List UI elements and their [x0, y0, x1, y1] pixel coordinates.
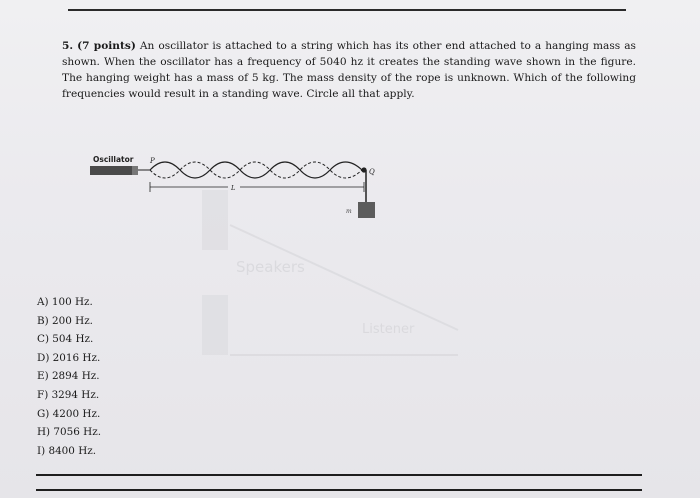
answer-choice: A) 100 Hz. — [37, 296, 93, 308]
bottom-divider — [36, 489, 642, 491]
oscillator-label: Oscillator — [93, 155, 134, 164]
oscillator-block — [90, 166, 136, 175]
top-divider — [68, 9, 626, 11]
answer-choice: I) 8400 Hz. — [37, 444, 97, 457]
answer-choice: F) 3294 Hz. — [37, 388, 100, 401]
bleed-through-speakers: Speakers — [236, 258, 305, 276]
standing-wave-figure — [88, 150, 388, 230]
answer-choice: E) 2894 Hz. — [37, 370, 100, 383]
answer-choice: B) 200 Hz. — [37, 314, 93, 327]
answer-choices — [37, 293, 101, 460]
bottom-divider — [36, 474, 642, 476]
answer-choice: H) 7056 Hz. — [37, 426, 102, 439]
m-label: m — [346, 208, 352, 215]
answer-choice: G) 4200 Hz. — [37, 407, 101, 420]
l-label: L — [231, 184, 236, 192]
answer-choice: D) 2016 Hz. — [37, 351, 101, 364]
question-text — [62, 38, 636, 102]
question-points: (7 points) — [77, 40, 136, 52]
p-label: P — [150, 157, 155, 165]
answer-choice: C) 504 Hz. — [37, 333, 94, 346]
question-number: 5. — [62, 40, 74, 52]
q-label: Q — [369, 168, 375, 176]
wave-solid — [150, 162, 362, 178]
question-body: An oscillator is attached to a string which has its other end attached to a hanging mass as shown. When the oscillator has a frequency of 5040 hz it creates the standing wave shown in the figure. The hanging weight has a mass of 5 kg. The mass density of the rope is unknown. Which of the following frequencies would result in a standing wave. Circle all that apply. — [62, 40, 636, 100]
bleed-through-listener: Listener — [362, 322, 415, 337]
hanging-mass — [358, 202, 375, 218]
